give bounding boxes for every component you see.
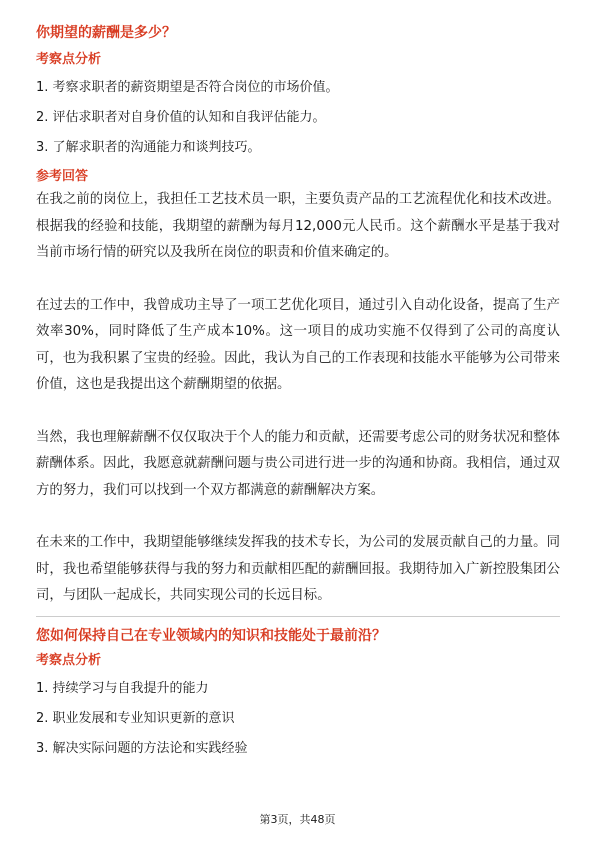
answer-paragraph: 当然，我也理解薪酬不仅仅取决于个人的能力和贡献，还需要考虑公司的财务状况和整体薪酬体系。因此，我愿意就薪酬问题与贵公司进行进一步的沟通和协商。我相信，通过双方的努力，我们可以找到一个双方都满意的薪酬解决方案。 [36, 429, 560, 498]
analysis-point: 3. 解决实际问题的方法论和实践经验 [36, 740, 248, 756]
analysis-point: 1. 持续学习与自我提升的能力 [36, 680, 209, 696]
answer-heading: 参考回答 [36, 169, 89, 184]
page-number-footer: 第3页，共48页 [259, 813, 336, 826]
question-title: 您如何保持自己在专业领域内的知识和技能处于最前沿？ [36, 627, 386, 644]
analysis-point: 1. 考察求职者的薪资期望是否符合岗位的市场价值。 [36, 80, 339, 95]
answer-paragraph: 在过去的工作中，我曾成功主导了一项工艺优化项目，通过引入自动化设备，提高了生产效率30%，同时降低了生产成本10%。这一项目的成功实施不仅得到了公司的高度认可，也为我积累了宝贵的经验。因此，我认为自己的工作表现和技能水平能够为公司带来价值，这也是我提出这个薪酬期望的依据。 [36, 297, 560, 392]
analysis-point: 2. 评估求职者对自身价值的认知和自我评估能力。 [36, 110, 326, 125]
analysis-point: 3. 了解求职者的沟通能力和谈判技巧。 [36, 140, 261, 155]
analysis-heading: 考察点分析 [36, 652, 102, 668]
answer-paragraph: 在未来的工作中，我期望能够继续发挥我的技术专长，为公司的发展贡献自己的力量。同时，我也希望能够获得与我的努力和贡献相匹配的薪酬回报。我期待加入广新控股集团公司，与团队一起成长，共同实现公司的长远目标。 [36, 535, 560, 603]
answer-paragraph: 在我之前的岗位上，我担任工艺技术员一职，主要负责产品的工艺流程优化和技术改进。根据我的经验和技能，我期望的薪酬为每月12,000元人民币。这个薪酬水平是基于我对当前市场行情的研究以及我所在岗位的职责和价值来确定的。 [36, 192, 560, 260]
document-page [36, 22, 560, 759]
section-divider [36, 616, 560, 617]
analysis-point: 2. 职业发展和专业知识更新的意识 [36, 710, 235, 726]
question-title: 你期望的薪酬是多少？ [36, 25, 176, 41]
analysis-heading: 考察点分析 [36, 52, 102, 67]
